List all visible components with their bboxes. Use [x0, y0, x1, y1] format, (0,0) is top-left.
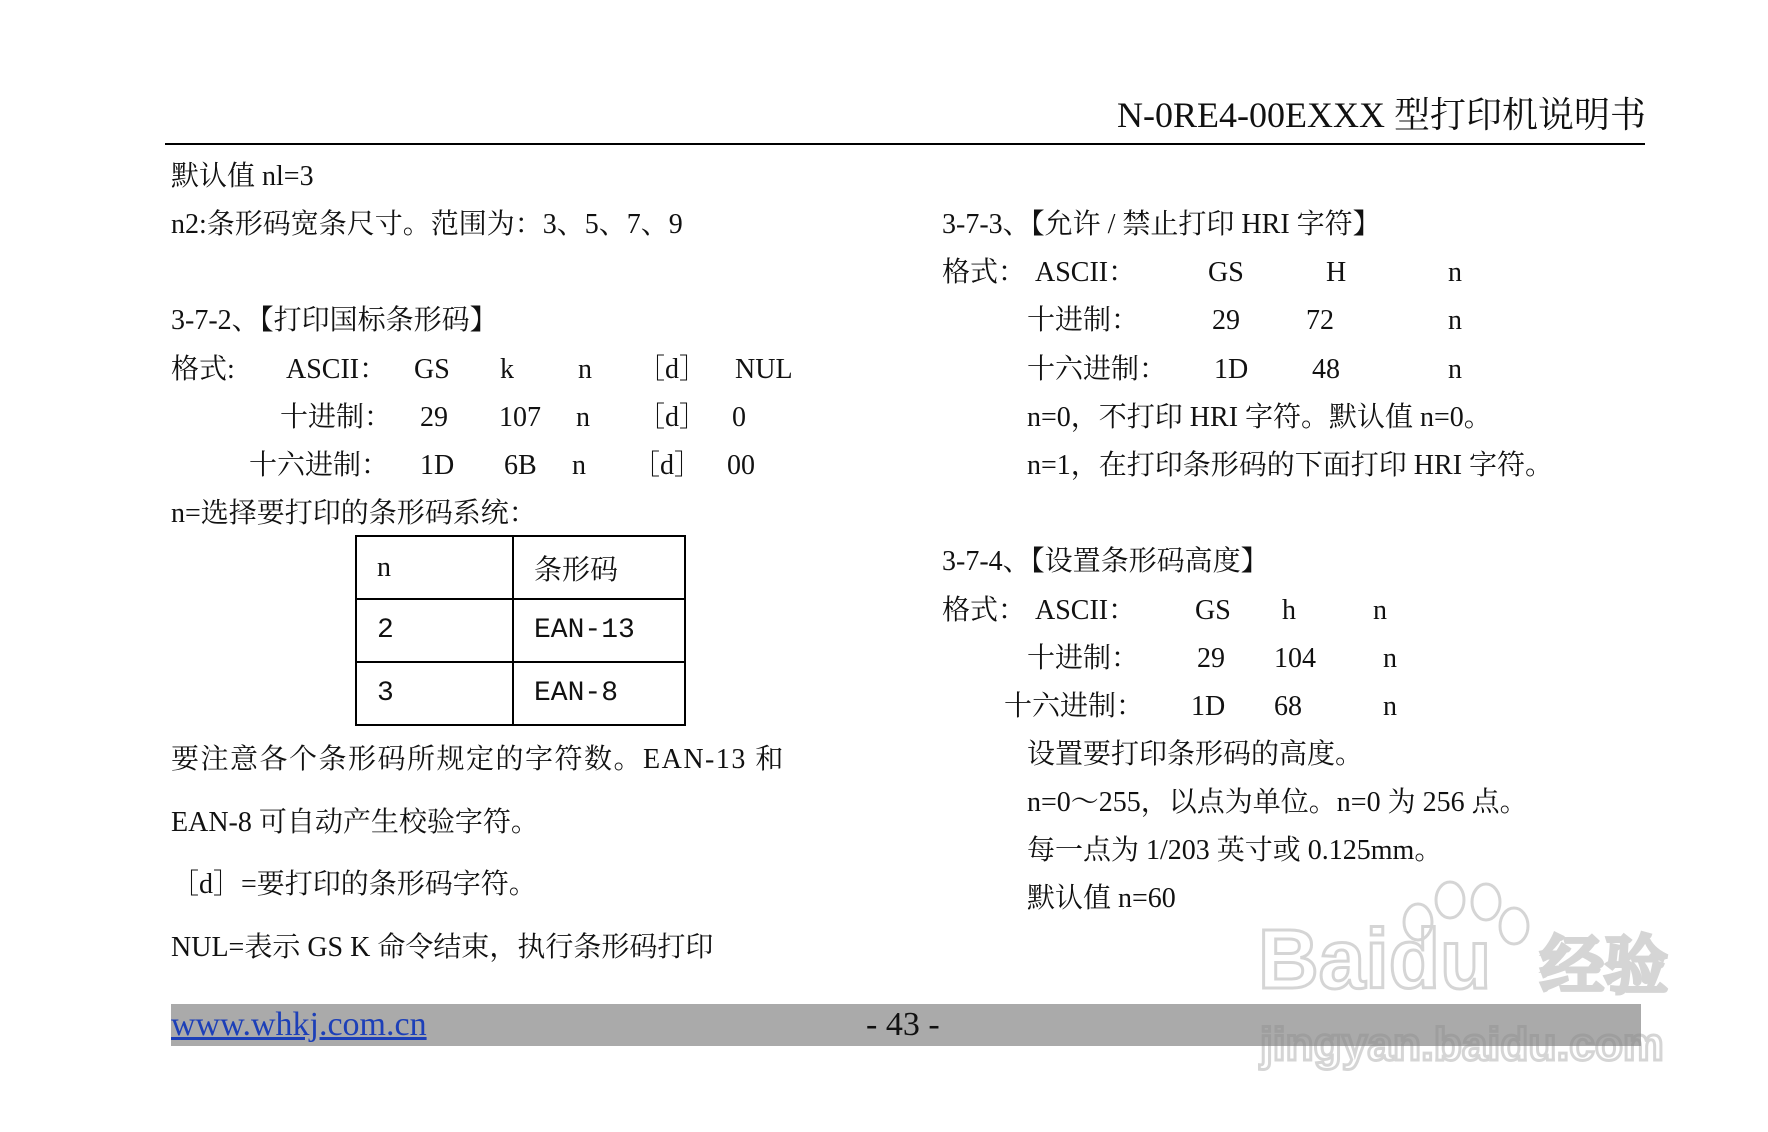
note-character-count: 要注意各个条形码所规定的字符数。EAN-13 和 — [171, 744, 785, 775]
note-nul-definition: NUL=表示 GS K 命令结束，执行条形码打印 — [171, 932, 714, 963]
ascii-n-374: n — [1373, 595, 1387, 626]
ascii-n-373: n — [1448, 257, 1462, 288]
hex-n-374: n — [1383, 691, 1397, 722]
n1-description: n=1，在打印条形码的下面打印 HRI 字符。 — [1027, 450, 1554, 481]
page-number: - 43 - — [866, 1006, 940, 1043]
default-height: 默认值 n=60 — [1027, 883, 1176, 914]
decimal-104-374: 104 — [1274, 643, 1316, 674]
hex-48-373: 48 — [1312, 354, 1340, 385]
note-d-definition: ［d］=要打印的条形码字符。 — [171, 869, 537, 900]
decimal-label-374: 十进制： — [1027, 643, 1140, 674]
decimal-d: ［d］ — [637, 402, 708, 433]
ascii-gs: GS — [414, 354, 450, 385]
default-nl: 默认值 nl=3 — [171, 161, 314, 192]
decimal-n-373: n — [1448, 305, 1462, 336]
ascii-k: k — [500, 354, 514, 385]
decimal-29-373: 29 — [1212, 305, 1240, 336]
hex-1d-373: 1D — [1214, 354, 1249, 385]
decimal-n-374: n — [1383, 643, 1397, 674]
decimal-label: 十进制： — [280, 402, 393, 433]
decimal-107: 107 — [499, 402, 541, 433]
hex-d: ［d］ — [632, 450, 703, 481]
hex-label: 十六进制： — [249, 450, 390, 481]
format-label-374: 格式： — [942, 595, 1027, 626]
table-header-barcode: 条形码 — [513, 536, 685, 599]
table-row — [356, 662, 685, 725]
watermark-url: jingyan.baidu.com — [1260, 1018, 1664, 1070]
n0-description: n=0，不打印 HRI 字符。默认值 n=0。 — [1027, 402, 1492, 433]
watermark-brand-cn: 经验 — [1540, 930, 1668, 1002]
document-title: N-0RE4-00EXXX 型打印机说明书 — [1117, 95, 1646, 135]
decimal-label-373: 十进制： — [1027, 305, 1140, 336]
table-cell-barcode: EAN-13 — [513, 599, 685, 662]
decimal-72-373: 72 — [1306, 305, 1334, 336]
table-cell-barcode: EAN-8 — [513, 662, 685, 725]
watermark-brand: Baidu — [1258, 912, 1492, 1006]
barcode-system-table — [355, 535, 686, 726]
n2-description: n2:条形码宽条尺寸。范围为：3、5、7、9 — [171, 209, 683, 240]
table-header-n: n — [356, 536, 513, 599]
hex-label-374: 十六进制： — [1004, 691, 1145, 722]
section-3-7-3-title: 3-7-3、【允许 / 禁止打印 HRI 字符】 — [942, 209, 1381, 240]
section-3-7-2-title: 3-7-2、【打印国标条形码】 — [171, 305, 498, 336]
format-label: 格式: — [171, 354, 235, 385]
dot-size-description: 每一点为 1/203 英寸或 0.125mm。 — [1027, 835, 1443, 866]
ascii-h-374: h — [1282, 595, 1296, 626]
ascii-label-374: ASCII： — [1035, 595, 1137, 626]
ascii-nul: NUL — [735, 354, 793, 385]
ascii-gs-373: GS — [1208, 257, 1244, 288]
hex-00: 00 — [727, 450, 755, 481]
ascii-gs-374: GS — [1195, 595, 1231, 626]
table-cell-n: 3 — [356, 662, 513, 725]
ascii-h-373: H — [1326, 257, 1347, 288]
ascii-n: n — [578, 354, 592, 385]
ascii-label-373: ASCII： — [1035, 257, 1137, 288]
decimal-29: 29 — [420, 402, 448, 433]
n-select-text: n=选择要打印的条形码系统： — [171, 498, 537, 529]
ascii-d: ［d］ — [637, 354, 708, 385]
header-rule — [165, 143, 1645, 145]
hex-n-373: n — [1448, 354, 1462, 385]
hex-label-373: 十六进制： — [1027, 354, 1168, 385]
table-header-row — [356, 536, 685, 599]
ascii-label: ASCII： — [286, 354, 388, 385]
baidu-watermark — [1258, 860, 1678, 1080]
note-check-digit: EAN-8 可自动产生校验字符。 — [171, 807, 539, 838]
hex-n: n — [572, 450, 586, 481]
hex-1d: 1D — [420, 450, 455, 481]
decimal-29-374: 29 — [1197, 643, 1225, 674]
hex-6b: 6B — [504, 450, 537, 481]
hex-1d-374: 1D — [1191, 691, 1226, 722]
table-row — [356, 599, 685, 662]
decimal-n: n — [576, 402, 590, 433]
set-height-description: 设置要打印条形码的高度。 — [1027, 739, 1364, 770]
table-cell-n: 2 — [356, 599, 513, 662]
footer-website-link[interactable]: www.whkj.com.cn — [171, 1006, 427, 1043]
hex-68-374: 68 — [1274, 691, 1302, 722]
decimal-0: 0 — [732, 402, 746, 433]
format-label-373: 格式： — [942, 257, 1027, 288]
height-range-description: n=0～255，以点为单位。n=0 为 256 点。 — [1027, 787, 1528, 818]
section-3-7-4-title: 3-7-4、【设置条形码高度】 — [942, 546, 1269, 577]
